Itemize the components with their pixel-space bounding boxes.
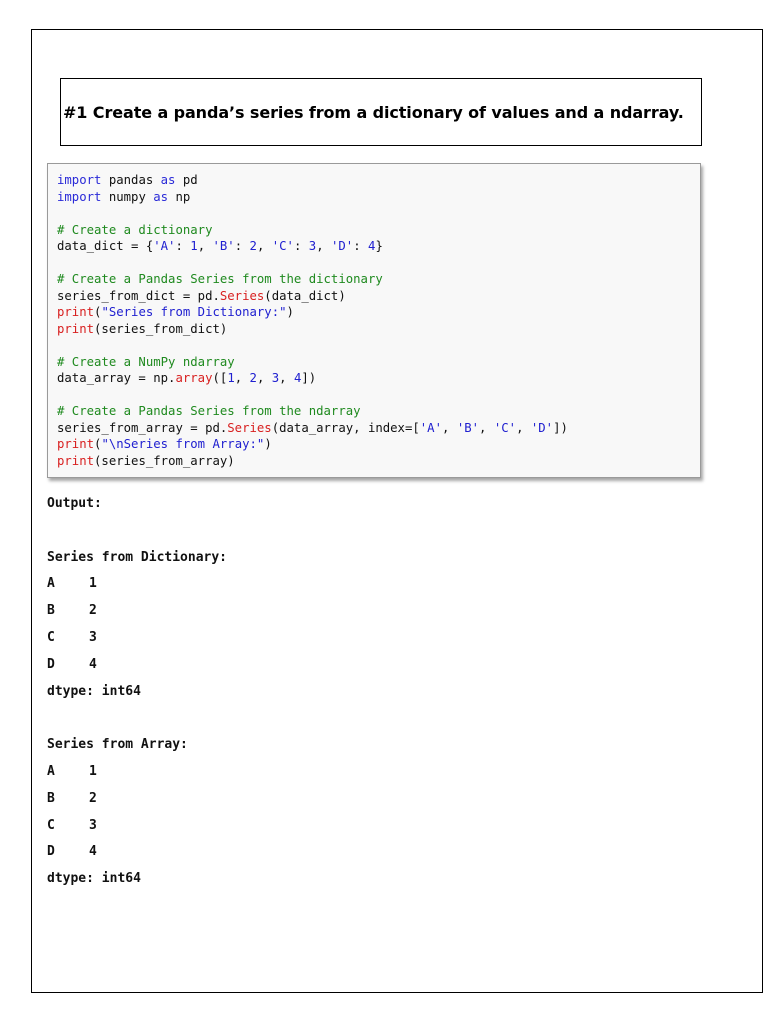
array-dtype: dtype: int64 bbox=[47, 871, 141, 887]
dict-row-value: 3 bbox=[89, 629, 97, 645]
code-token: 3 bbox=[308, 239, 317, 253]
code-token: 'D' bbox=[331, 239, 354, 253]
code-token: 4 bbox=[368, 239, 376, 253]
code-token: 1 bbox=[227, 371, 235, 385]
code-token: print bbox=[57, 437, 95, 451]
code-token: } bbox=[375, 239, 383, 253]
code-token: Series bbox=[219, 288, 265, 303]
code-token: , bbox=[256, 239, 272, 253]
code-line bbox=[57, 205, 568, 222]
code-token: (series_from_dict) bbox=[94, 321, 228, 336]
code-token: 'D' bbox=[530, 420, 554, 435]
code-token: (series_from_array) bbox=[94, 453, 235, 468]
code-token: import bbox=[57, 173, 102, 187]
code-token: 'B' bbox=[212, 239, 235, 253]
code-token: 'B' bbox=[456, 420, 480, 435]
code-line bbox=[57, 453, 568, 470]
dict-row-index: C bbox=[47, 629, 55, 645]
code-token: series_from_dict = pd. bbox=[57, 288, 220, 303]
code-line bbox=[57, 222, 568, 239]
code-token: import bbox=[57, 189, 102, 204]
code-token: np bbox=[168, 189, 191, 204]
code-token: 'C' bbox=[271, 239, 294, 253]
code-token: , bbox=[442, 420, 457, 435]
dict-row-index: B bbox=[47, 603, 55, 619]
code-token: (data_dict) bbox=[264, 288, 346, 303]
output-section bbox=[47, 494, 227, 896]
code-token: ( bbox=[94, 437, 102, 451]
array-row-index: D bbox=[47, 844, 55, 860]
code-line bbox=[57, 238, 568, 255]
code-line bbox=[57, 420, 568, 437]
code-line bbox=[57, 337, 568, 354]
dict-row bbox=[47, 574, 227, 601]
code-line bbox=[57, 271, 568, 288]
code-token: (data_array, index=[ bbox=[271, 420, 420, 435]
code-token: pd bbox=[175, 173, 198, 187]
code-token: 2 bbox=[249, 239, 257, 253]
code-token: pandas bbox=[101, 173, 161, 187]
code-line bbox=[57, 255, 568, 272]
blank-line bbox=[47, 708, 227, 735]
array-row bbox=[47, 842, 227, 869]
code-line bbox=[57, 321, 568, 338]
code-token: : bbox=[175, 239, 191, 253]
code-token: , bbox=[316, 239, 331, 253]
code-lines bbox=[57, 172, 568, 469]
code-token: # Create a dictionary bbox=[57, 222, 213, 237]
code-token: # Create a Pandas Series from the ndarray bbox=[57, 404, 361, 418]
array-row-value: 3 bbox=[89, 817, 97, 833]
code-block bbox=[47, 163, 701, 478]
code-line bbox=[57, 436, 568, 453]
code-line bbox=[57, 370, 568, 387]
dict-row bbox=[47, 601, 227, 628]
code-token: print bbox=[57, 321, 95, 336]
array-row bbox=[47, 816, 227, 843]
title-box bbox=[60, 78, 702, 146]
code-token: Series bbox=[227, 420, 272, 435]
code-token: 'C' bbox=[493, 420, 517, 435]
code-token: as bbox=[160, 173, 176, 187]
array-row-index: A bbox=[47, 763, 55, 779]
array-row-value: 4 bbox=[89, 844, 97, 860]
code-token: : bbox=[234, 239, 250, 253]
code-token: ]) bbox=[301, 371, 317, 385]
code-line bbox=[57, 304, 568, 321]
code-token: series_from_array = pd. bbox=[57, 420, 228, 435]
code-token: numpy bbox=[101, 189, 154, 204]
code-line bbox=[57, 387, 568, 404]
array-series-heading: Series from Array: bbox=[47, 737, 188, 753]
dict-row bbox=[47, 628, 227, 655]
array-row bbox=[47, 789, 227, 816]
code-line bbox=[57, 288, 568, 305]
dict-row-index: A bbox=[47, 576, 55, 592]
array-row-index: B bbox=[47, 790, 55, 806]
code-token: 1 bbox=[190, 239, 198, 253]
code-token: , bbox=[234, 371, 250, 385]
code-token: , bbox=[279, 371, 294, 385]
code-token: 3 bbox=[271, 371, 280, 385]
code-token: ([ bbox=[212, 371, 228, 385]
page-title: #1 Create a panda’s series from a dictionary of values and a ndarray. bbox=[63, 102, 684, 122]
code-token: ( bbox=[94, 305, 102, 319]
code-token: "Series from Dictionary:" bbox=[101, 305, 287, 319]
code-token: , bbox=[516, 420, 531, 435]
code-token: 2 bbox=[249, 371, 257, 385]
code-line bbox=[57, 403, 568, 420]
code-token: , bbox=[479, 420, 494, 435]
code-token: ]) bbox=[553, 420, 568, 435]
code-token: "\nSeries from Array:" bbox=[101, 437, 265, 451]
code-line bbox=[57, 172, 568, 189]
code-token: array bbox=[175, 371, 213, 385]
dict-row-value: 2 bbox=[89, 603, 97, 619]
code-token: as bbox=[153, 189, 169, 204]
code-token: 'A' bbox=[153, 239, 176, 253]
code-token: # Create a NumPy ndarray bbox=[57, 354, 235, 369]
code-token: data_array = np. bbox=[57, 371, 176, 385]
code-token: # Create a Pandas Series from the dictionary bbox=[57, 272, 383, 286]
code-line bbox=[57, 354, 568, 371]
dict-dtype: dtype: int64 bbox=[47, 683, 141, 699]
code-token: 4 bbox=[293, 371, 302, 385]
output-label: Output: bbox=[47, 496, 102, 511]
code-token: print bbox=[57, 453, 95, 468]
code-token: print bbox=[57, 305, 95, 319]
array-row-value: 1 bbox=[89, 763, 97, 779]
code-token: , bbox=[197, 239, 213, 253]
dict-row bbox=[47, 655, 227, 682]
code-token: , bbox=[256, 371, 272, 385]
code-token: : bbox=[353, 239, 369, 253]
dict-row-value: 1 bbox=[89, 576, 97, 592]
code-token: data_dict = { bbox=[57, 239, 154, 253]
code-token: : bbox=[293, 239, 309, 253]
code-token: 'A' bbox=[419, 420, 442, 435]
array-row-index: C bbox=[47, 817, 55, 833]
code-token: ) bbox=[264, 437, 272, 451]
dict-row-value: 4 bbox=[89, 656, 97, 672]
dict-series-heading: Series from Dictionary: bbox=[47, 549, 228, 565]
array-row bbox=[47, 762, 227, 789]
blank-line bbox=[47, 521, 227, 548]
code-line bbox=[57, 189, 568, 206]
dict-row-index: D bbox=[47, 656, 55, 672]
array-row-value: 2 bbox=[89, 790, 97, 806]
code-token: ) bbox=[286, 305, 294, 319]
